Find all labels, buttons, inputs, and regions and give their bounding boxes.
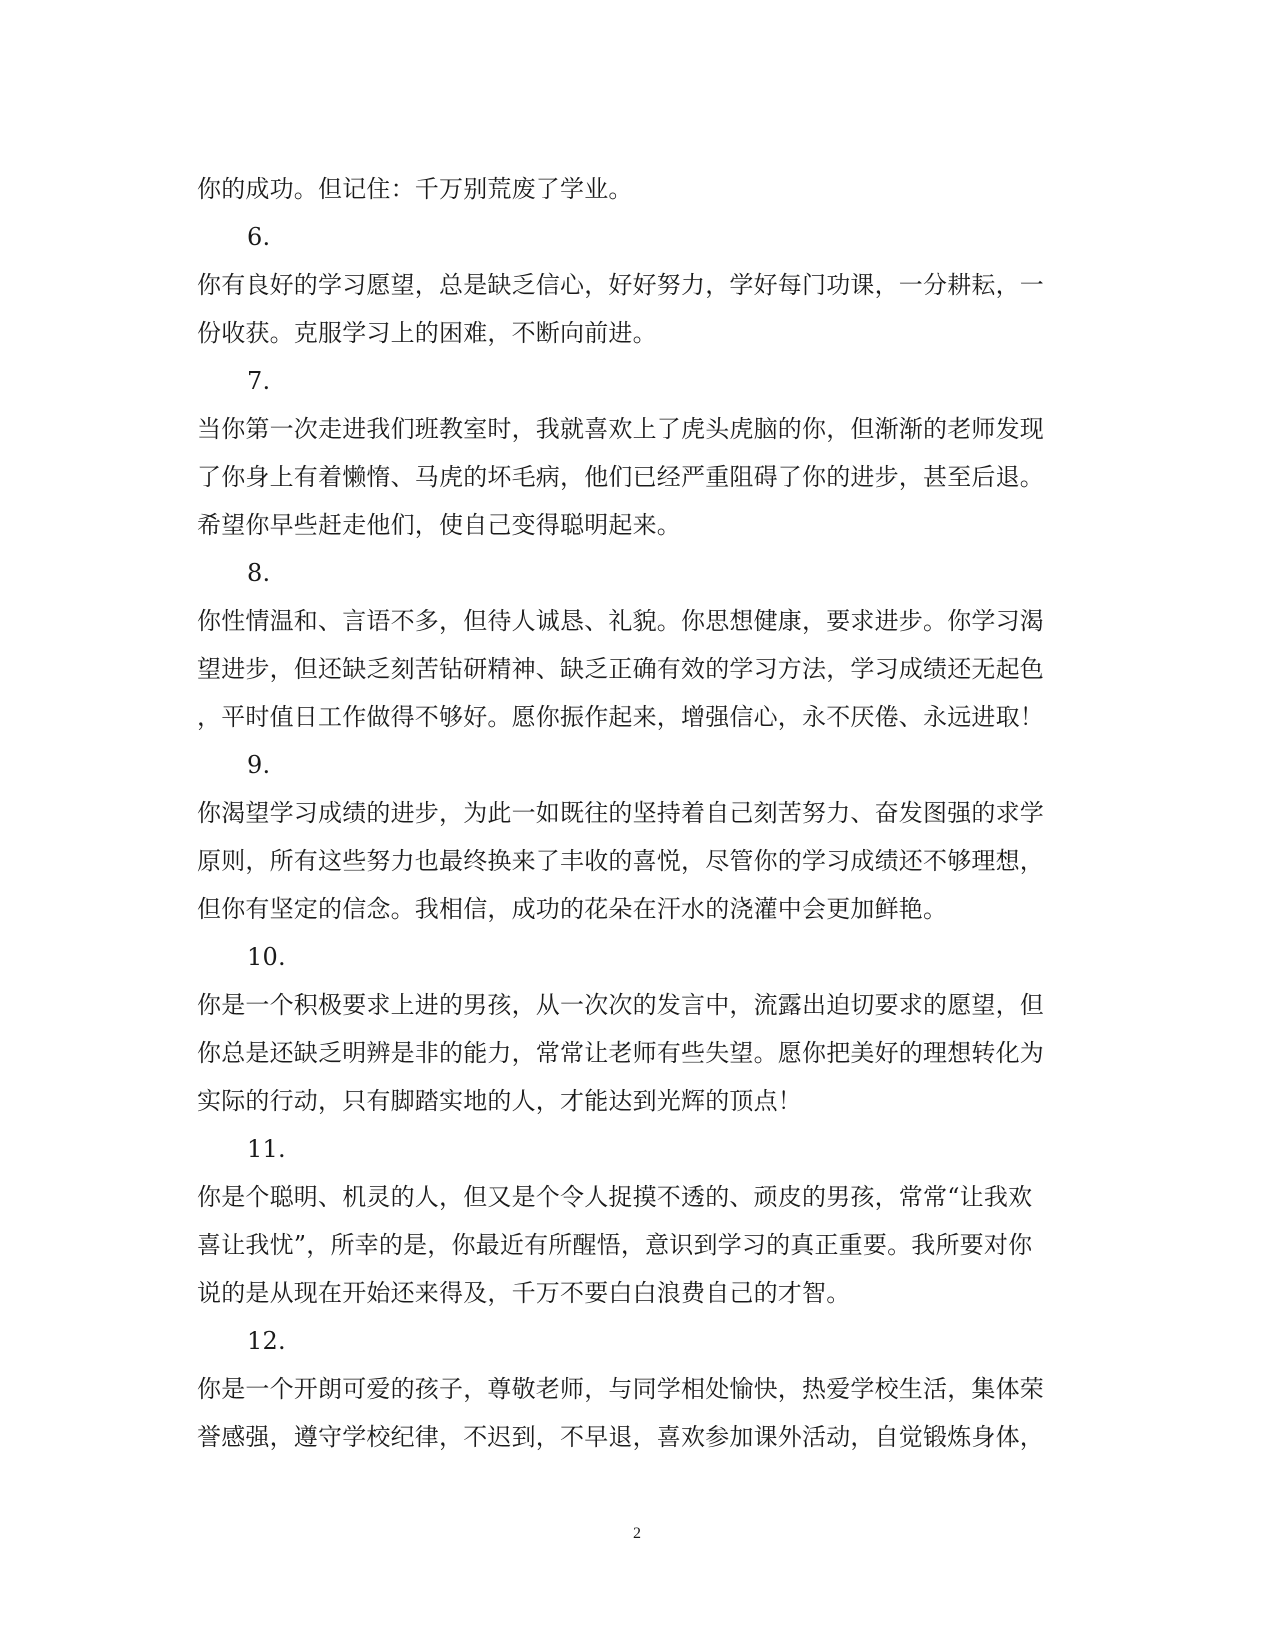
document-body <box>197 165 1077 1461</box>
page-number: 2 <box>633 1525 641 1542</box>
item-number: 9. <box>247 751 271 779</box>
text-line: 你总是还缺乏明辨是非的能力，常常让老师有些失望。愿你把美好的理想转化为 <box>197 1039 1044 1067</box>
text-line: 你有良好的学习愿望，总是缺乏信心，好好努力，学好每门功课，一分耕耘，一 <box>197 271 1044 299</box>
item-number: 7. <box>247 367 271 395</box>
text-line: 你是一个积极要求上进的男孩，从一次次的发言中，流露出迫切要求的愿望，但 <box>197 991 1044 1019</box>
text-line: 你性情温和、言语不多，但待人诚恳、礼貌。你思想健康，要求进步。你学习渴 <box>197 607 1044 635</box>
item-number: 10. <box>247 943 286 971</box>
text-line: 实际的行动，只有脚踏实地的人，才能达到光辉的顶点！ <box>197 1087 802 1115</box>
text-line: 你渴望学习成绩的进步，为此一如既往的坚持着自己刻苦努力、奋发图强的求学 <box>197 799 1044 827</box>
item-number: 11. <box>247 1135 286 1163</box>
item-number: 8. <box>247 559 271 587</box>
item-number: 12. <box>247 1327 286 1355</box>
text-line: 誉感强，遵守学校纪律，不迟到，不早退，喜欢参加课外活动，自觉锻炼身体， <box>197 1423 1044 1451</box>
text-line: 你是一个开朗可爱的孩子，尊敬老师，与同学相处愉快，热爱学校生活，集体荣 <box>197 1375 1044 1403</box>
text-line: 当你第一次走进我们班教室时，我就喜欢上了虎头虎脑的你，但渐渐的老师发现 <box>197 415 1044 443</box>
text-line: 你的成功。但记住：千万别荒废了学业。 <box>197 175 633 203</box>
text-line: 份收获。克服学习上的困难，不断向前进。 <box>197 319 657 347</box>
text-line: 了你身上有着懒惰、马虎的坏毛病，他们已经严重阻碍了你的进步，甚至后退。 <box>197 463 1044 491</box>
item-number: 6. <box>247 223 271 251</box>
text-line: 原则，所有这些努力也最终换来了丰收的喜悦，尽管你的学习成绩还不够理想， <box>197 847 1044 875</box>
text-line: 望进步，但还缺乏刻苦钻研精神、缺乏正确有效的学习方法，学习成绩还无起色 <box>197 655 1044 683</box>
text-line: 说的是从现在开始还来得及，千万不要白白浪费自己的才智。 <box>197 1279 851 1307</box>
text-line: 但你有坚定的信念。我相信，成功的花朵在汗水的浇灌中会更加鲜艳。 <box>197 895 948 923</box>
text-line: 希望你早些赶走他们，使自己变得聪明起来。 <box>197 511 681 539</box>
text-line: ，平时值日工作做得不够好。愿你振作起来，增强信心，永不厌倦、永远进取！ <box>197 703 1044 731</box>
text-line: 喜让我忧”，所幸的是，你最近有所醒悟，意识到学习的真正重要。我所要对你 <box>197 1231 1033 1259</box>
text-line: 你是个聪明、机灵的人，但又是个令人捉摸不透的、顽皮的男孩，常常“让我欢 <box>197 1183 1033 1211</box>
